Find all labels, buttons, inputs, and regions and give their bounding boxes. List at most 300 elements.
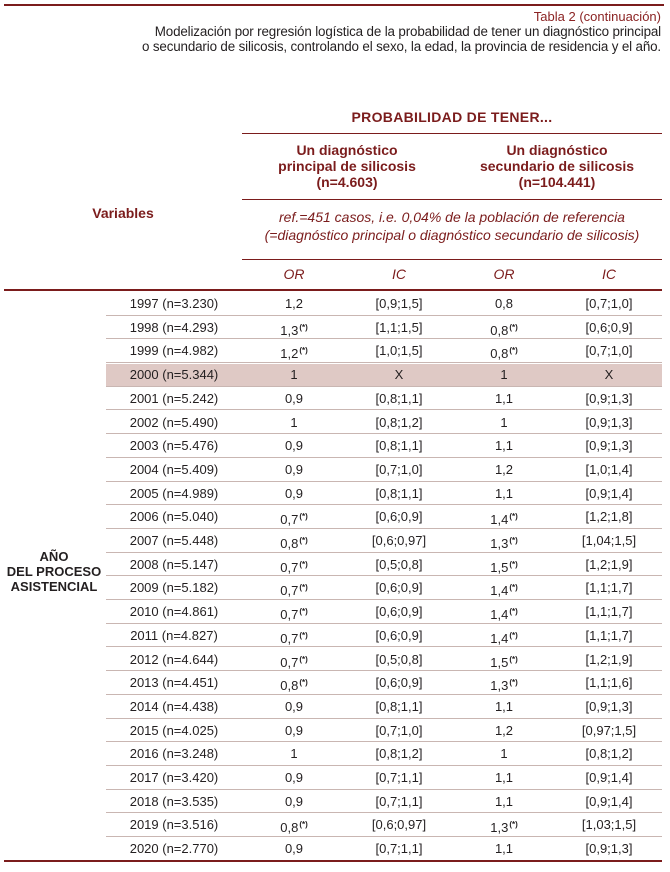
- or-principal-cell-value: 0,8: [280, 536, 299, 551]
- ic-secondary-cell-value: [0,8;1,2]: [585, 746, 633, 762]
- year-cell: [106, 648, 242, 672]
- table-row: [0, 719, 670, 743]
- or-principal-cell: [242, 766, 346, 790]
- or-secondary-cell-value: 1,4: [490, 583, 509, 599]
- or-secondary-cell: [452, 671, 556, 695]
- table-row: [0, 648, 670, 672]
- year-cell: [106, 671, 242, 695]
- ic-principal-cell-value: [0,6;0,9]: [375, 509, 423, 525]
- table-row: [0, 671, 670, 695]
- significance-mark: (*): [299, 322, 308, 332]
- or-secondary-cell: [452, 411, 556, 435]
- or-principal-cell: [242, 553, 346, 577]
- or-secondary-cell: [452, 742, 556, 766]
- reference-line1: ref.=451 casos, i.e. 0,04% de la población de referencia: [279, 209, 625, 225]
- or-secondary-cell: [452, 505, 556, 529]
- or-principal-cell-value: 1,2: [280, 346, 299, 362]
- or-principal-cell: [242, 458, 346, 482]
- ic-principal-cell-value: [0,7;1,0]: [375, 722, 423, 738]
- ic-principal-cell-value: [0,7;1,1]: [375, 793, 423, 809]
- table-row: [0, 553, 670, 577]
- or-principal-cell-value: 0,9: [284, 841, 304, 857]
- table-description-line1: Modelización por regresión logística de la probabilidad de tener un diagnóstico principal: [154, 24, 661, 39]
- year-cell: [106, 411, 242, 435]
- ic-secondary-cell-value: [0,9;1,4]: [585, 770, 633, 785]
- or-principal-cell-value: 0,9: [284, 390, 304, 406]
- significance-mark: (*): [299, 654, 308, 664]
- ic-secondary-cell: [556, 671, 662, 695]
- significance-mark: (*): [509, 607, 518, 617]
- ic-principal-cell: [346, 411, 452, 435]
- table-caption: [142, 9, 661, 54]
- year-cell-value: 2002 (n=5.490): [129, 414, 219, 430]
- ic-principal-cell-value: [0,5;0,8]: [375, 651, 423, 667]
- ic-secondary-cell: [556, 387, 662, 411]
- ic-secondary-cell: [556, 505, 662, 529]
- principal-diagnosis-heading: [242, 142, 452, 190]
- year-cell-value: 1998 (n=4.293): [129, 319, 219, 335]
- or-secondary-cell: [452, 458, 556, 482]
- or-principal-cell: [242, 316, 346, 340]
- year-cell-value: 2019 (n=3.516): [129, 817, 219, 833]
- year-cell-value: 2012 (n=4.644): [129, 651, 219, 667]
- ic-secondary-cell-value: [0,9;1,4]: [585, 793, 633, 809]
- table-row: [0, 339, 670, 363]
- or-secondary-cell-value: 1: [500, 746, 508, 762]
- ic-principal-cell-value: [0,6;0,9]: [375, 604, 423, 620]
- significance-mark: (*): [299, 583, 308, 593]
- ic-principal-cell-value: X: [394, 367, 404, 383]
- ic-secondary-cell: [556, 292, 662, 316]
- or-principal-cell-value: 0,9: [284, 461, 304, 477]
- ic-principal-cell: [346, 648, 452, 672]
- year-cell-value: 2016 (n=3.248): [129, 746, 219, 762]
- ic-principal-cell: [346, 719, 452, 743]
- year-cell: [106, 458, 242, 482]
- or-principal-cell-value: 0,7: [280, 512, 299, 528]
- or-secondary-cell: [452, 624, 556, 648]
- or-secondary-cell: [452, 553, 556, 577]
- or-principal-cell: [242, 837, 346, 861]
- ic-secondary-cell-value: [1,2;1,8]: [585, 509, 633, 525]
- year-cell: [106, 292, 242, 316]
- ic-secondary-cell-value: [0,7;1,0]: [585, 296, 633, 311]
- table-row: [0, 790, 670, 814]
- year-cell-value: 2020 (n=2.770): [129, 841, 219, 857]
- ic-principal-cell: [346, 766, 452, 790]
- group-line1: AÑO: [39, 549, 69, 564]
- table-row: [0, 387, 670, 411]
- ic-secondary-cell: [556, 553, 662, 577]
- ic-secondary-cell-value: [0,9;1,3]: [585, 414, 633, 430]
- or-principal-cell: [242, 387, 346, 411]
- ic-principal-cell-value: [0,6;0,9]: [375, 627, 423, 643]
- ic-secondary-cell-value: [0,6;0,9]: [585, 319, 633, 335]
- or-secondary-cell: [452, 576, 556, 600]
- or-principal-cell: [242, 813, 346, 837]
- year-cell-value: 2010 (n=4.861): [129, 604, 219, 620]
- ic-principal-cell-value: [0,8;1,2]: [375, 746, 423, 762]
- header-rule-2: [242, 199, 662, 200]
- ic-secondary-cell: [556, 316, 662, 340]
- or-principal-cell: [242, 292, 346, 316]
- year-cell: [106, 505, 242, 529]
- principal-line1: Un diagnóstico: [296, 142, 398, 158]
- or-secondary-cell-value: 1,3: [490, 678, 509, 694]
- or-principal-cell: [242, 695, 346, 719]
- ic-secondary-cell: [556, 458, 662, 482]
- year-cell: [106, 434, 242, 458]
- ic-secondary-cell-value: [1,0;1,4]: [585, 461, 633, 477]
- ic-principal-cell-value: [0,8;1,1]: [375, 485, 423, 501]
- or-principal-cell-value: 0,8: [280, 678, 299, 694]
- ic-principal-cell-value: [0,9;1,5]: [375, 296, 423, 311]
- or-principal-cell-value: 0,7: [280, 654, 299, 670]
- significance-mark: (*): [299, 559, 308, 569]
- year-cell: [106, 837, 242, 861]
- ic-secondary-cell-value: [0,9;1,3]: [585, 438, 633, 454]
- or-principal-cell: [242, 339, 346, 363]
- table-row: [0, 600, 670, 624]
- ic-secondary-cell: [556, 434, 662, 458]
- significance-mark: (*): [299, 607, 308, 617]
- ic-principal-cell: [346, 837, 452, 861]
- ic-secondary-cell-value: [0,9;1,3]: [585, 390, 633, 406]
- ic-secondary-cell-value: [1,2;1,9]: [585, 556, 633, 572]
- or-secondary-cell: [452, 790, 556, 814]
- significance-mark: (*): [509, 630, 518, 640]
- or-secondary-cell-value: 1,5: [490, 559, 509, 575]
- or-principal-cell: [242, 434, 346, 458]
- ic-principal-cell: [346, 790, 452, 814]
- top-rule: [4, 4, 664, 6]
- or-secondary-cell-value: 1,4: [490, 607, 509, 623]
- ic-principal-cell-value: [0,8;1,1]: [375, 438, 423, 454]
- significance-mark: (*): [299, 346, 308, 356]
- year-cell-value: 2017 (n=3.420): [129, 770, 219, 785]
- or-principal-cell: [242, 576, 346, 600]
- ic-secondary-cell: [556, 600, 662, 624]
- or-secondary-cell: [452, 387, 556, 411]
- ic-secondary-cell: [556, 576, 662, 600]
- or-principal-cell: [242, 482, 346, 506]
- or-secondary-cell: [452, 339, 556, 363]
- or-principal-cell-value: 0,8: [280, 820, 299, 836]
- or-secondary-cell: [452, 766, 556, 790]
- secondary-diagnosis-heading: [452, 142, 662, 190]
- or-principal-cell: [242, 411, 346, 435]
- or-principal-cell-value: 1: [290, 367, 298, 383]
- or-principal-cell: [242, 505, 346, 529]
- year-cell: [106, 600, 242, 624]
- ic-secondary-cell: [556, 742, 662, 766]
- year-cell: [106, 529, 242, 553]
- year-cell: [106, 482, 242, 506]
- ic-secondary-cell-value: [1,04;1,5]: [581, 533, 637, 548]
- ic-secondary-cell: [556, 624, 662, 648]
- significance-mark: (*): [509, 536, 518, 545]
- ic-principal-cell: [346, 553, 452, 577]
- or-principal-cell-value: 1,3: [280, 322, 299, 338]
- ic-principal-cell-value: [0,6;0,9]: [375, 580, 423, 596]
- ic-principal-cell-value: [0,6;0,9]: [375, 675, 423, 691]
- ic-secondary-cell-value: [1,1;1,7]: [585, 604, 633, 620]
- ic-principal-cell: [346, 363, 452, 387]
- or-secondary-cell-value: 0,8: [490, 346, 509, 362]
- year-cell-value: 2013 (n=4.451): [129, 675, 219, 691]
- significance-mark: (*): [509, 678, 518, 688]
- ic-secondary-cell-value: [1,1;1,7]: [585, 627, 633, 643]
- secondary-line2: secundario de silicosis: [479, 158, 635, 174]
- or-principal-cell-value: 0,9: [284, 438, 304, 454]
- year-cell-value: 2014 (n=4.438): [129, 698, 219, 714]
- or-secondary-cell-value: 0,8: [490, 322, 509, 338]
- or-secondary-cell-value: 1,4: [490, 512, 509, 528]
- or-secondary-cell-value: 1,1: [494, 793, 514, 809]
- year-cell-value: 2001 (n=5.242): [129, 390, 219, 406]
- ic-secondary-cell: [556, 482, 662, 506]
- ic-principal-cell: [346, 529, 452, 553]
- ic-principal-cell-value: [1,0;1,5]: [375, 343, 423, 359]
- probability-heading: PROBABILIDAD DE TENER...: [351, 109, 553, 125]
- year-cell-value: 2004 (n=5.409): [129, 461, 219, 477]
- header-bottom-rule: [4, 289, 662, 291]
- secondary-line3: (n=104.441): [518, 174, 596, 190]
- ic-secondary-cell: [556, 363, 662, 387]
- year-cell-value: 2008 (n=5.147): [129, 556, 219, 572]
- year-cell: [106, 766, 242, 790]
- or-secondary-cell-value: 1,1: [494, 841, 514, 857]
- year-cell: [106, 742, 242, 766]
- table-row-reference: [0, 363, 670, 387]
- year-cell-value: 2003 (n=5.476): [129, 438, 219, 454]
- or-principal-cell-value: 0,7: [280, 607, 299, 623]
- table-row: [0, 411, 670, 435]
- or-secondary-cell-value: 1,1: [494, 698, 514, 714]
- ic-secondary-cell: [556, 695, 662, 719]
- ic-principal-cell: [346, 482, 452, 506]
- significance-mark: (*): [509, 654, 518, 664]
- or-principal-cell-value: 0,7: [280, 583, 299, 599]
- significance-mark: (*): [299, 512, 308, 522]
- or-secondary-cell: [452, 363, 556, 387]
- table-row: [0, 576, 670, 600]
- or-secondary-cell: [452, 695, 556, 719]
- or-principal-cell-value: 0,7: [280, 559, 299, 575]
- ic-principal-cell: [346, 695, 452, 719]
- or-secondary-cell: [452, 292, 556, 316]
- or-secondary-cell-value: 0,8: [494, 296, 514, 311]
- year-cell: [106, 576, 242, 600]
- ic-principal-cell: [346, 387, 452, 411]
- ic-secondary-cell-value: [0,9;1,4]: [585, 485, 633, 501]
- or-principal-cell-value: 0,9: [284, 793, 304, 809]
- ic-secondary-cell: [556, 648, 662, 672]
- ic-secondary-cell: [556, 813, 662, 837]
- ic-principal-cell: [346, 742, 452, 766]
- or-principal-header: OR: [283, 266, 305, 282]
- ic-principal-cell-value: [0,8;1,1]: [375, 390, 423, 406]
- ic-principal-cell-value: [0,6;0,97]: [371, 533, 427, 548]
- or-secondary-cell: [452, 719, 556, 743]
- group-line2: DEL PROCESO: [6, 564, 102, 579]
- or-secondary-cell: [452, 434, 556, 458]
- ic-principal-cell: [346, 339, 452, 363]
- ic-principal-cell: [346, 600, 452, 624]
- table-description-line2: o secundario de silicosis, controlando el sexo, la edad, la provincia de residencia y el año.: [141, 39, 661, 54]
- year-cell-value: 1997 (n=3.230): [129, 296, 219, 311]
- ic-secondary-cell: [556, 339, 662, 363]
- year-cell-value: 2007 (n=5.448): [129, 533, 219, 548]
- table-row: [0, 624, 670, 648]
- table-row: [0, 766, 670, 790]
- table-bottom-rule: [4, 860, 662, 862]
- ic-principal-cell: [346, 671, 452, 695]
- significance-mark: (*): [509, 559, 518, 569]
- ic-secondary-cell-value: [1,03;1,5]: [581, 817, 637, 833]
- ic-secondary-header: IC: [602, 266, 616, 282]
- significance-mark: (*): [299, 820, 308, 830]
- or-secondary-cell: [452, 600, 556, 624]
- or-secondary-cell-value: 1,3: [490, 820, 509, 836]
- ic-secondary-cell-value: [1,1;1,6]: [585, 675, 633, 691]
- or-principal-cell: [242, 671, 346, 695]
- ic-principal-cell: [346, 505, 452, 529]
- or-principal-cell-value: 1: [290, 746, 298, 762]
- reference-line2: (=diagnóstico principal o diagnóstico secundario de silicosis): [264, 227, 640, 243]
- significance-mark: (*): [299, 678, 308, 688]
- ic-secondary-cell: [556, 790, 662, 814]
- significance-mark: (*): [299, 630, 308, 640]
- or-principal-cell: [242, 742, 346, 766]
- significance-mark: (*): [509, 346, 518, 356]
- ic-principal-header: IC: [392, 266, 406, 282]
- table-row: [0, 505, 670, 529]
- ic-principal-cell-value: [0,7;1,0]: [375, 461, 423, 477]
- or-secondary-cell-value: 1,1: [494, 770, 514, 785]
- or-principal-cell-value: 0,9: [284, 770, 304, 785]
- year-cell-value: 2000 (n=5.344): [129, 367, 219, 383]
- or-principal-cell: [242, 719, 346, 743]
- principal-line3: (n=4.603): [316, 174, 378, 190]
- group-line3: ASISTENCIAL: [10, 579, 98, 594]
- header-rule-1: [242, 133, 662, 134]
- or-principal-cell-value: 0,9: [284, 485, 304, 501]
- table-row: [0, 292, 670, 316]
- or-principal-cell: [242, 648, 346, 672]
- ic-principal-cell-value: [0,7;1,1]: [375, 841, 423, 857]
- or-secondary-cell-value: 1: [500, 367, 508, 383]
- year-cell: [106, 316, 242, 340]
- ic-secondary-cell: [556, 529, 662, 553]
- year-cell: [106, 813, 242, 837]
- ic-secondary-cell-value: [0,7;1,0]: [585, 343, 633, 359]
- principal-line2: principal de silicosis: [278, 158, 416, 174]
- secondary-line1: Un diagnóstico: [506, 142, 608, 158]
- ic-principal-cell: [346, 458, 452, 482]
- or-secondary-cell: [452, 482, 556, 506]
- ic-principal-cell: [346, 316, 452, 340]
- or-principal-cell: [242, 790, 346, 814]
- or-secondary-cell-value: 1,1: [494, 438, 514, 454]
- or-principal-cell: [242, 529, 346, 553]
- ic-secondary-cell: [556, 837, 662, 861]
- significance-mark: (*): [299, 536, 308, 545]
- table-row: [0, 316, 670, 340]
- or-secondary-cell: [452, 813, 556, 837]
- ic-principal-cell-value: [1,1;1,5]: [375, 319, 423, 335]
- or-principal-cell-value: 0,7: [280, 630, 299, 646]
- year-cell-value: 1999 (n=4.982): [129, 343, 219, 359]
- significance-mark: (*): [509, 322, 518, 332]
- table-row: [0, 695, 670, 719]
- year-cell: [106, 553, 242, 577]
- ic-principal-cell: [346, 434, 452, 458]
- year-cell: [106, 790, 242, 814]
- or-secondary-header: OR: [493, 266, 515, 282]
- or-secondary-cell: [452, 837, 556, 861]
- ic-principal-cell: [346, 292, 452, 316]
- year-cell-value: 2009 (n=5.182): [129, 580, 219, 596]
- ic-secondary-cell-value: X: [604, 367, 614, 383]
- reference-note: [242, 208, 662, 244]
- or-principal-cell-value: 1: [290, 414, 298, 430]
- table-row: [0, 482, 670, 506]
- or-secondary-cell-value: 1,5: [490, 654, 509, 670]
- table-row: [0, 813, 670, 837]
- ic-secondary-cell: [556, 766, 662, 790]
- or-principal-cell-value: 0,9: [284, 722, 304, 738]
- ic-principal-cell: [346, 576, 452, 600]
- ic-principal-cell-value: [0,5;0,8]: [375, 556, 423, 572]
- or-secondary-cell-value: 1: [500, 414, 508, 430]
- ic-principal-cell-value: [0,6;0,97]: [371, 817, 427, 833]
- table-row: [0, 458, 670, 482]
- year-cell-value: 2005 (n=4.989): [129, 485, 219, 501]
- significance-mark: (*): [509, 512, 518, 522]
- ic-principal-cell: [346, 624, 452, 648]
- or-secondary-cell-value: 1,1: [494, 485, 514, 501]
- or-principal-cell: [242, 600, 346, 624]
- or-principal-cell-value: 0,9: [284, 698, 304, 714]
- ic-secondary-cell-value: [1,1;1,7]: [585, 580, 633, 596]
- year-cell: [106, 339, 242, 363]
- table-row: [0, 837, 670, 861]
- or-secondary-cell: [452, 316, 556, 340]
- ic-secondary-cell-value: [0,9;1,3]: [585, 841, 633, 857]
- or-principal-cell: [242, 624, 346, 648]
- significance-mark: (*): [509, 583, 518, 593]
- year-cell: [106, 695, 242, 719]
- or-secondary-cell-value: 1,1: [494, 390, 514, 406]
- ic-secondary-cell-value: [1,2;1,9]: [585, 651, 633, 667]
- ic-secondary-cell: [556, 411, 662, 435]
- ic-principal-cell-value: [0,8;1,1]: [375, 698, 423, 714]
- or-secondary-cell-value: 1,2: [494, 461, 514, 477]
- ic-principal-cell-value: [0,7;1,1]: [375, 770, 423, 785]
- year-cell: [106, 719, 242, 743]
- variables-heading: Variables: [92, 205, 154, 221]
- year-cell: [106, 624, 242, 648]
- or-secondary-cell-value: 1,2: [494, 722, 514, 738]
- ic-principal-cell: [346, 813, 452, 837]
- ic-secondary-cell-value: [0,9;1,3]: [585, 698, 633, 714]
- year-cell-value: 2006 (n=5.040): [129, 509, 219, 525]
- ic-secondary-cell: [556, 719, 662, 743]
- or-secondary-cell: [452, 529, 556, 553]
- or-principal-cell: [242, 363, 346, 387]
- significance-mark: (*): [509, 820, 518, 830]
